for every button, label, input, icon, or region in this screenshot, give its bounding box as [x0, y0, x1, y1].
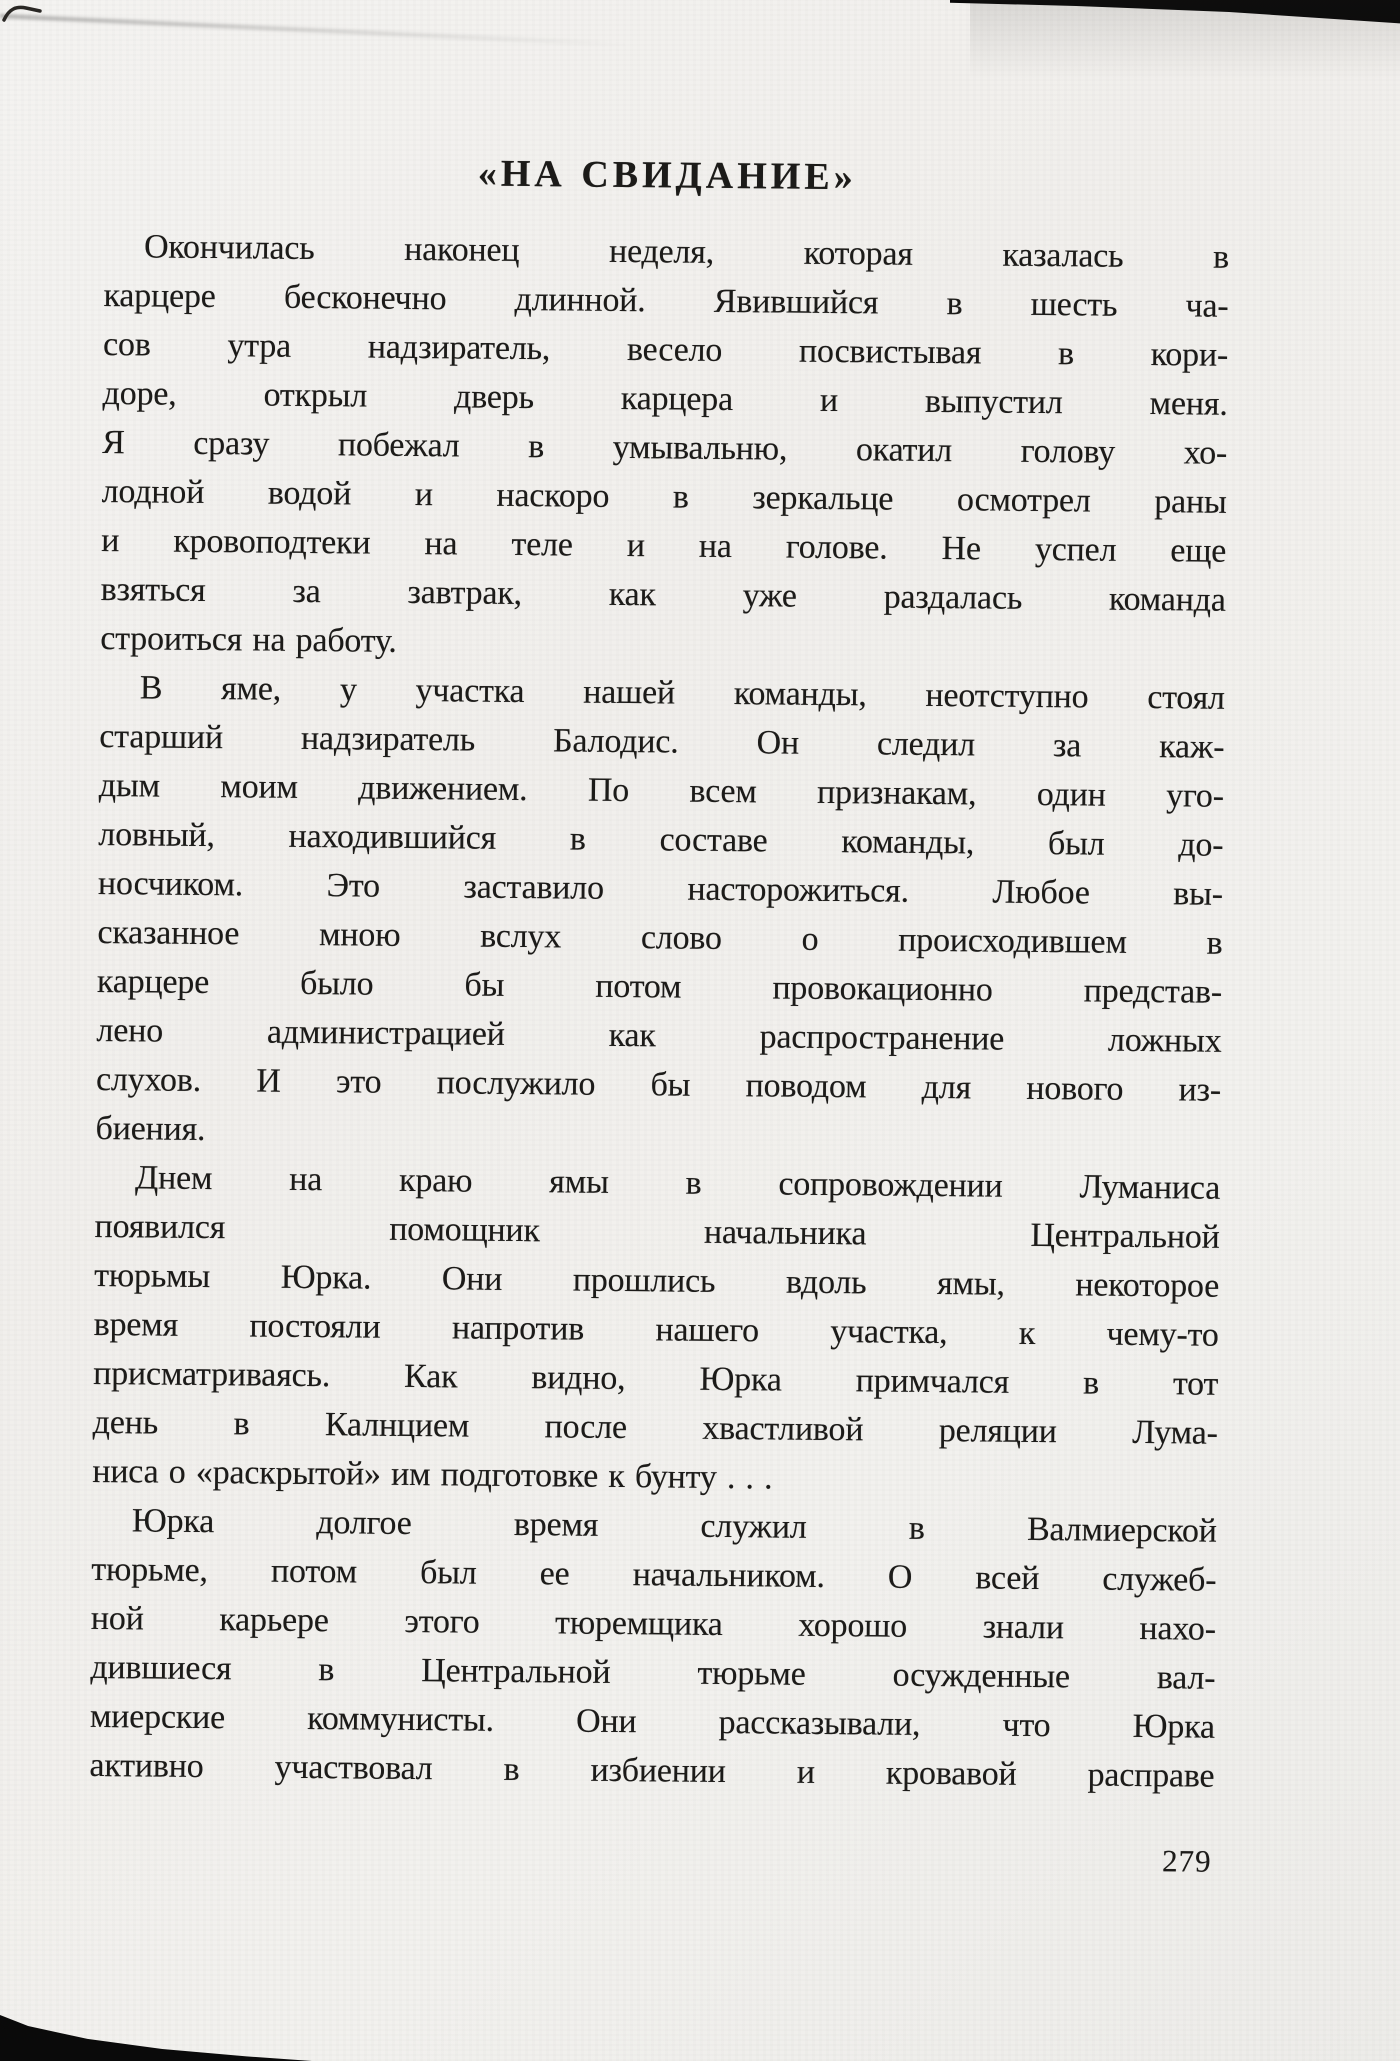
- text-line: взяться за завтрак, как уже раздалась команда: [100, 570, 1226, 619]
- text-line: ловный, находившийся в составе команды, был до-: [98, 815, 1224, 864]
- scan-shadow-line: [0, 14, 629, 47]
- text-line: лодной водой и наскоро в зеркальце осмотрел раны: [101, 472, 1227, 521]
- text-line: В яме, у участка нашей команды, неотступно стоял: [139, 669, 1225, 717]
- page-number: 279: [1161, 1843, 1212, 1879]
- paragraph: [95, 663, 1225, 1164]
- text-line: время постояли напротив нашего участка, к чему-то: [93, 1305, 1219, 1354]
- text-line: дившиеся в Центральной тюрьме осужденные вал-: [90, 1648, 1216, 1697]
- paragraph: [92, 1153, 1220, 1507]
- text-line: тюрьмы Юрка. Они прошлись вдоль ямы, некоторое: [93, 1256, 1220, 1305]
- text-line: Окончилась наконец неделя, которая казалась в: [143, 228, 1230, 276]
- text-line: ниса о «раскрытой» им подготовке к бунту . . .: [92, 1452, 773, 1497]
- text-line: носчиком. Это заставило насторожиться. Любое вы-: [97, 864, 1224, 913]
- text-line: день в Калнцием после хвастливой реляции Лума-: [92, 1403, 1218, 1452]
- page-text-block: [89, 148, 1230, 1879]
- text-line: лено администрацией как распространение ложных: [96, 1011, 1222, 1060]
- text-line: сов утра надзиратель, весело посвистывая в кори-: [102, 325, 1229, 374]
- text-line: миерские коммунисты. Они рассказывали, что Юрка: [89, 1697, 1216, 1746]
- chapter-title: «НА СВИДАНИЕ»: [477, 152, 857, 199]
- text-line: Юрка долгое время служил в Валмиерской: [131, 1502, 1217, 1550]
- text-line: карцере было бы потом провокационно представ-: [96, 962, 1223, 1011]
- text-line: тюрьме, потом был ее начальником. О всей служеб-: [91, 1550, 1217, 1599]
- paragraph: [100, 222, 1229, 674]
- text-line: ной карьере этого тюремщика хорошо знали нахо-: [90, 1599, 1217, 1648]
- text-line: доре, открыл дверь карцера и выпустил меня.: [102, 374, 1228, 423]
- text-line: и кровоподтеки на теле и на голове. Не успел еще: [101, 521, 1227, 570]
- text-line: Я сразу побежал в умывальню, окатил голову хо-: [101, 423, 1228, 472]
- text-line: активно участвовал в избиении и кровавой расправе: [89, 1746, 1215, 1795]
- text-line: дым моим движением. По всем признакам, один уго-: [98, 766, 1225, 815]
- text-line: Днем на краю ямы в сопровождении Луманиса: [134, 1159, 1221, 1207]
- pen-mark-top-left: [2, 2, 44, 26]
- text-line: биения.: [95, 1109, 206, 1149]
- text-line: появился помощник начальника Центральной: [94, 1207, 1220, 1256]
- text-line: карцере бесконечно длинной. Явившийся в шесть ча-: [103, 276, 1229, 325]
- text-line: присматриваясь. Как видно, Юрка примчался в тот: [93, 1354, 1219, 1403]
- text-line: слухов. И это послужило бы поводом для нового из-: [95, 1060, 1222, 1109]
- scan-smudge-bottom-left: [0, 2015, 312, 2061]
- text-line: сказанное мною вслух слово о происходившем в: [97, 913, 1223, 962]
- text-line: старший надзиратель Балодис. Он следил за каж-: [99, 717, 1225, 766]
- paragraph: [89, 1496, 1217, 1801]
- text-line: строиться на работу.: [100, 619, 397, 660]
- scan-smudge-top-right: [950, 0, 1400, 30]
